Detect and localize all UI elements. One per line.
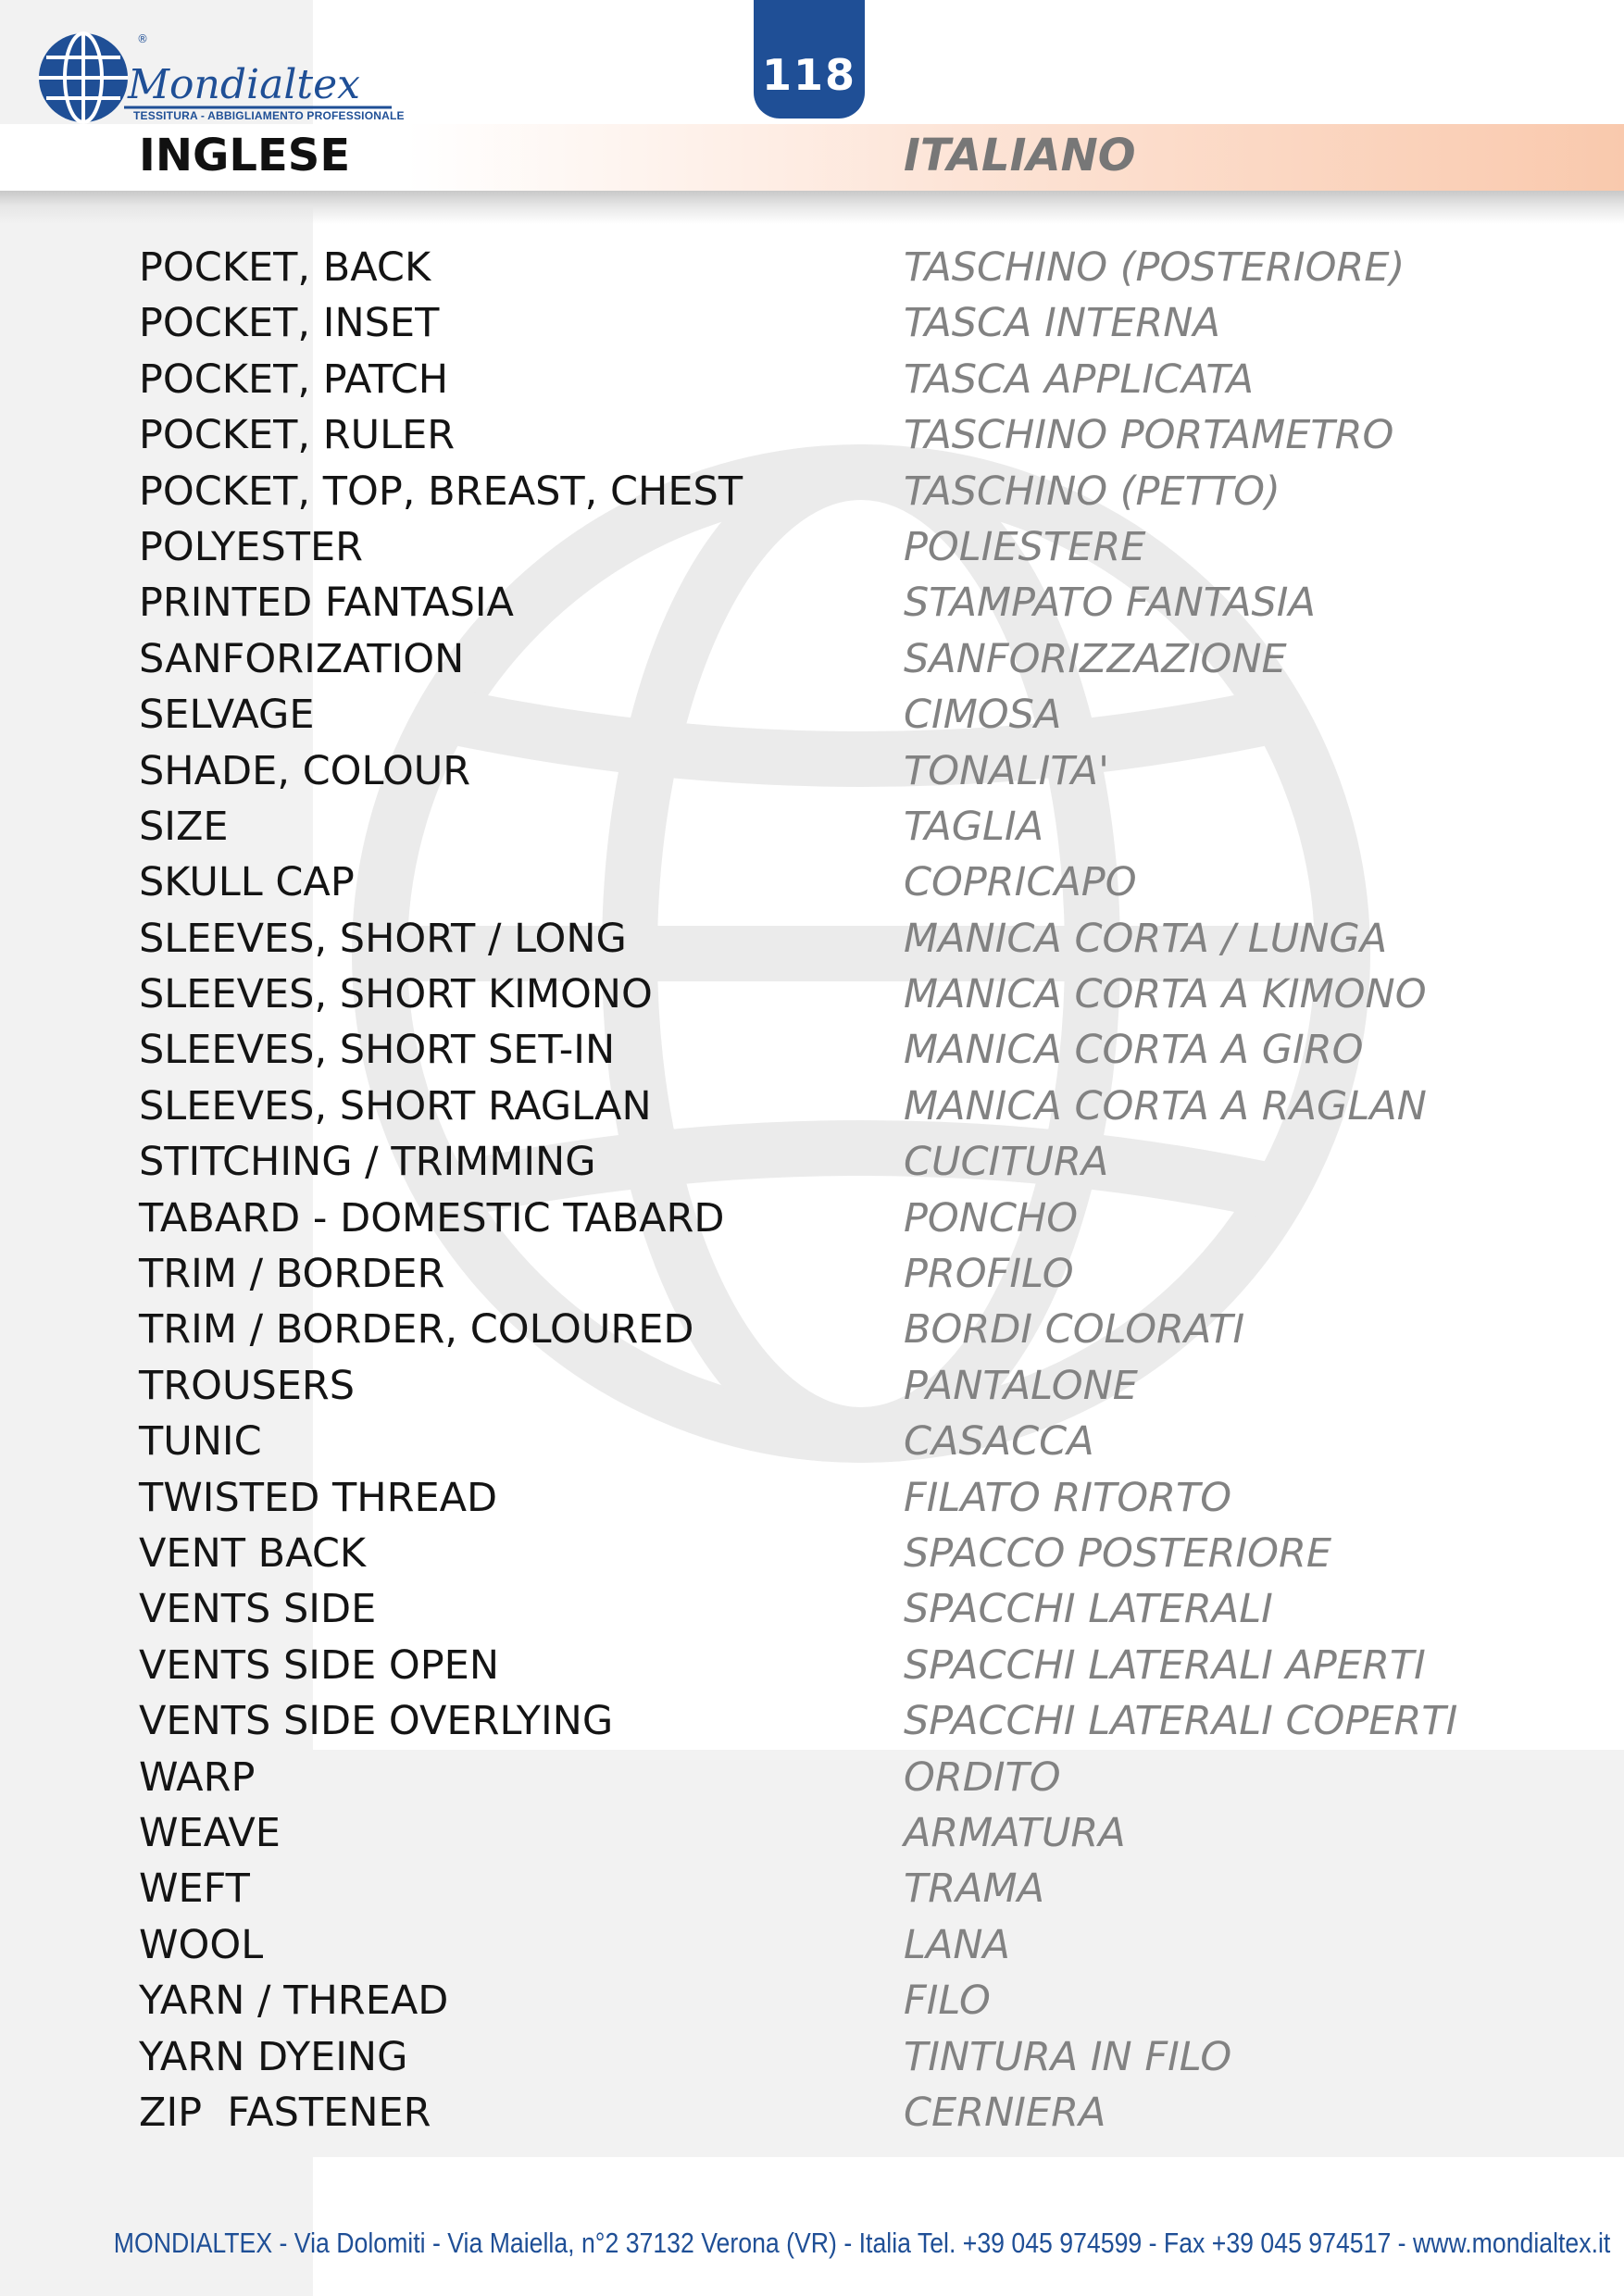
english-term: WARP (139, 1753, 256, 1801)
italian-term: MANICA CORTA A KIMONO (904, 971, 1427, 1018)
english-term: POCKET, TOP, BREAST, CHEST (139, 468, 743, 515)
glossary-row (0, 748, 1624, 804)
italian-term: PONCHO (904, 1194, 1079, 1242)
header-shadow (0, 191, 1624, 224)
glossary-row (0, 1083, 1624, 1139)
english-term: YARN DYEING (139, 2033, 408, 2080)
glossary-row (0, 2034, 1624, 2090)
italian-term: TASCHINO PORTAMETRO (904, 412, 1394, 459)
glossary-list (0, 244, 1624, 2145)
english-term: TRIM / BORDER, COLOURED (139, 1306, 694, 1354)
english-term: SELVAGE (139, 692, 315, 739)
english-term: POCKET, BACK (139, 244, 431, 291)
italian-term: STAMPATO FANTASIA (904, 580, 1316, 627)
english-term: SIZE (139, 803, 229, 850)
glossary-row (0, 971, 1624, 1027)
italian-term: CERNIERA (904, 2089, 1106, 2136)
italian-term: POLIESTERE (904, 523, 1146, 570)
italian-term: TRAMA (904, 1866, 1045, 1913)
page-number: 118 (761, 50, 857, 100)
glossary-row (0, 1195, 1624, 1251)
glossary-row (0, 1139, 1624, 1194)
italian-term: ORDITO (904, 1753, 1061, 1801)
glossary-row (0, 1978, 1624, 2033)
italian-term: TASCA INTERNA (904, 300, 1220, 347)
italian-term: BORDI COLORATI (904, 1306, 1245, 1354)
italian-term: TASCA APPLICATA (904, 356, 1255, 403)
svg-text:®: ® (137, 32, 148, 45)
italian-term: MANICA CORTA A GIRO (904, 1027, 1364, 1074)
italian-term: FILATO RITORTO (904, 1474, 1232, 1521)
footer-contact: MONDIALTEX - Via Dolomiti - Via Maiella, n°2 37132 Verona (VR) - Italia Tel. +39 045 974599 - Fax +39 045 974517 - www.mondialtex.it (113, 2227, 1611, 2259)
italian-term: MANICA CORTA A RAGLAN (904, 1082, 1427, 1129)
italian-term: SPACCHI LATERALI APERTI (904, 1641, 1426, 1689)
glossary-row (0, 859, 1624, 915)
italian-term: ARMATURA (904, 1809, 1126, 1856)
glossary-row (0, 1810, 1624, 1866)
italian-term: MANICA CORTA / LUNGA (904, 915, 1388, 962)
english-term: SLEEVES, SHORT SET-IN (139, 1027, 616, 1074)
english-term: SLEEVES, SHORT KIMONO (139, 971, 653, 1018)
page-number-tab (754, 0, 865, 119)
italian-term: TINTURA IN FILO (904, 2033, 1232, 2080)
glossary-row (0, 1363, 1624, 1418)
glossary-row (0, 2090, 1624, 2145)
italian-term: TAGLIA (904, 803, 1044, 850)
english-term: POCKET, PATCH (139, 356, 449, 403)
italian-term: SPACCHI LATERALI (904, 1586, 1273, 1633)
glossary-row (0, 412, 1624, 468)
italian-term: PANTALONE (904, 1362, 1138, 1409)
english-term: SHADE, COLOUR (139, 747, 471, 794)
glossary-row (0, 300, 1624, 356)
english-term: SLEEVES, SHORT RAGLAN (139, 1082, 652, 1129)
italian-term: COPRICAPO (904, 859, 1137, 906)
glossary-row (0, 356, 1624, 412)
glossary-row (0, 1251, 1624, 1306)
english-term: YARN / THREAD (139, 1978, 449, 2025)
english-term: STITCHING / TRIMMING (139, 1139, 596, 1186)
english-term: POLYESTER (139, 523, 364, 570)
glossary-row (0, 1418, 1624, 1474)
italian-term: CUCITURA (904, 1139, 1109, 1186)
glossary-row (0, 692, 1624, 747)
english-term: TROUSERS (139, 1362, 356, 1409)
logo-tagline: TESSITURA - ABBIGLIAMENTO PROFESSIONALE (133, 109, 405, 122)
english-term: WEAVE (139, 1809, 281, 1856)
english-term: TWISTED THREAD (139, 1474, 498, 1521)
english-term: ZIP FASTENER (139, 2089, 431, 2136)
english-term: VENTS SIDE OPEN (139, 1641, 500, 1689)
italian-term: FILO (904, 1978, 991, 2025)
english-term: TRIM / BORDER (139, 1251, 445, 1298)
column-header-italian: ITALIANO (904, 130, 1136, 181)
english-term: POCKET, RULER (139, 412, 456, 459)
italian-term: TASCHINO (PETTO) (904, 468, 1280, 515)
english-term: WEFT (139, 1866, 250, 1913)
glossary-row (0, 468, 1624, 524)
english-term: POCKET, INSET (139, 300, 440, 347)
english-term: VENTS SIDE (139, 1586, 377, 1633)
italian-term: LANA (904, 1921, 1010, 1968)
english-term: PRINTED FANTASIA (139, 580, 514, 627)
glossary-row (0, 1698, 1624, 1753)
glossary-row (0, 1754, 1624, 1810)
english-term: SKULL CAP (139, 859, 355, 906)
glossary-row (0, 524, 1624, 580)
glossary-row (0, 1027, 1624, 1082)
glossary-row (0, 1475, 1624, 1530)
glossary-row (0, 244, 1624, 300)
english-term: WOOL (139, 1921, 264, 1968)
glossary-row (0, 1306, 1624, 1362)
glossary-row (0, 636, 1624, 692)
column-header-english: INGLESE (139, 130, 351, 181)
glossary-row (0, 804, 1624, 859)
english-term: TABARD - DOMESTIC TABARD (139, 1194, 725, 1242)
italian-term: PROFILO (904, 1251, 1074, 1298)
italian-term: TASCHINO (POSTERIORE) (904, 244, 1405, 291)
italian-term: SPACCO POSTERIORE (904, 1529, 1332, 1577)
italian-term: CASACCA (904, 1418, 1094, 1466)
logo-wordmark: Mondialtex (128, 61, 360, 108)
english-term: SANFORIZATION (139, 635, 465, 682)
glossary-row (0, 1642, 1624, 1698)
glossary-row (0, 580, 1624, 635)
glossary-row (0, 1866, 1624, 1921)
italian-term: SANFORIZZAZIONE (904, 635, 1287, 682)
glossary-row (0, 1530, 1624, 1586)
english-term: SLEEVES, SHORT / LONG (139, 915, 627, 962)
english-term: TUNIC (139, 1418, 262, 1466)
italian-term: TONALITA' (904, 747, 1109, 794)
english-term: VENTS SIDE OVERLYING (139, 1698, 614, 1745)
italian-term: CIMOSA (904, 692, 1062, 739)
italian-term: SPACCHI LATERALI COPERTI (904, 1698, 1458, 1745)
glossary-row (0, 916, 1624, 971)
glossary-row (0, 1922, 1624, 1978)
glossary-row (0, 1586, 1624, 1641)
english-term: VENT BACK (139, 1529, 367, 1577)
